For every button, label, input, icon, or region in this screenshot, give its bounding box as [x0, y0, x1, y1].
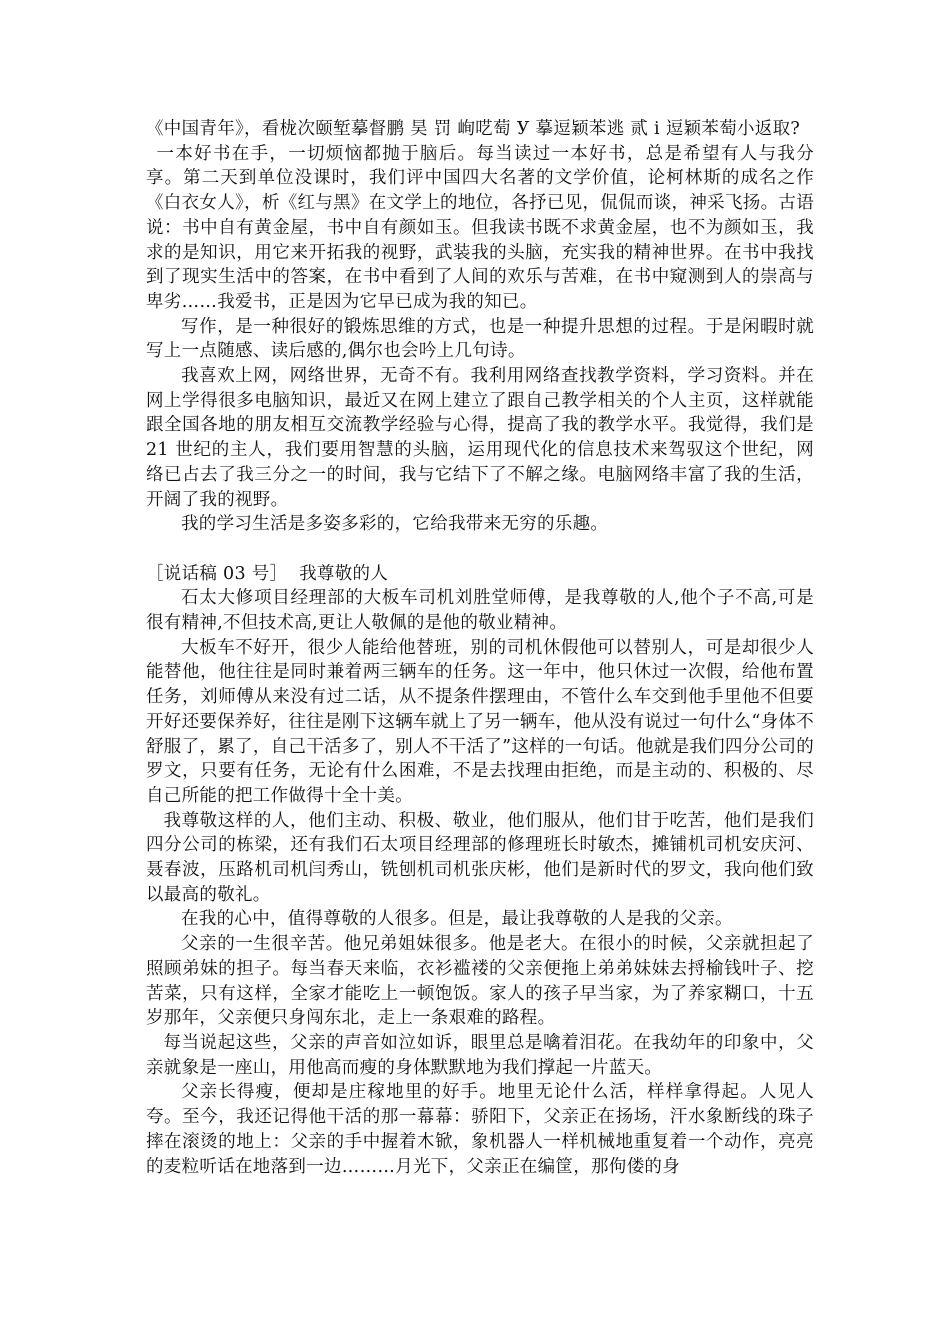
- paragraph-driver-intro: 石太大修项目经理部的大板车司机刘胜堂师傅，是我尊敬的人,他个子不高,可是很有精神,不但技术高,更让人敬佩的是他的敬业精神。: [146, 588, 814, 634]
- paragraph-father-work: 父亲长得瘦，便却是庄稼地里的好手。地里无论什么活，样样拿得起。人见人夸。至今，我还记得他干活的那一幕幕：骄阳下，父亲正在扬场，汗水象断线的珠子摔在滚烫的地上：父亲的手中握着木锨，象机器人一样机械地重复着一个动作，亮亮的麦粒听话在地落到一边………月光下，父亲正在编筐，那佝偻的身: [146, 1082, 814, 1177]
- paragraph-father-memory: 每当说起这些，父亲的声音如泣如诉，眼里总是噙着泪花。在我幼年的印象中，父亲就象是一座山，用他高而瘦的身体默默地为我们撑起一片蓝天。: [146, 1033, 814, 1078]
- section-spacer: [146, 537, 814, 562]
- paragraph-writing: 写作，是一种很好的锻炼思维的方式，也是一种提升思想的过程。于是闲暇时就写上一点随感、读后感的,偶尔也会吟上几句诗。: [146, 316, 814, 362]
- paragraph-intro: 《中国青年》，看栊次颐堑摹督鹏 昊 罚 峋呓萄 У 摹逗颖苯逃 贰 i 逗颖苯萄小返取?: [146, 119, 801, 139]
- document-page: [146, 117, 814, 1179]
- paragraph-driver-work: 大板车不好开，很少人能给他替班，别的司机休假他可以替别人，可是却很少人能替他，他往往是同时兼着两三辆车的任务。这一年中，他只休过一次假，给他布置任务，刘师傅从来没有过二话，从不提条件摆理由，不管什么车交到他手里他不但要开好还要保养好，往往是刚下这辆车就上了另一辆车，他从没有说过一句什么“身体不舒服了，累了，自己干活多了，别人不干活了”这样的一句话。他就是我们四分公司的罗文，只要有任务，无论有什么困难，不是去找理由拒绝，而是主动的、积极的、尽自己所能的把工作做得十全十美。: [146, 637, 814, 806]
- paragraph-reading: 一本好书在手，一切烦恼都抛于脑后。每当读过一本好书，总是希望有人与我分享。第二天到单位没课时，我们评中国四大名著的文学价值，论柯林斯的成名之作《白衣女人》，析《红与黑》在文学上的地位，各抒已见，侃侃而谈，神采飞扬。古语说：书中自有黄金屋，书中自有颜如玉。但我读书既不求黄金屋，也不为颜如玉，我求的是知识，用它来开拓我的视野，武装我的头脑，充实我的精神世界。在书中我找到了现实生活中的答案，在书中看到了人间的欢乐与苦难，在书中窥测到人的崇高与卑劣……我爱书，正是因为它早已成为我的知已。: [146, 143, 814, 312]
- paragraph-conclusion: 我的学习生活是多姿多彩的，它给我带来无穷的乐趣。: [181, 514, 609, 535]
- paragraph-father-life: 父亲的一生很辛苦。他兄弟姐妹很多。他是老大。在很小的时候，父亲就担起了照顾弟妹的担子。每当春天来临，衣衫褴褛的父亲便拖上弟弟妹妹去捋榆钱叶子、挖苦菜，只有这样，全家才能吃上一顿饱饭。家人的孩子早当家，为了养家糊口，十五岁那年，父亲便只身闯东北，走上一条艰难的路程。: [146, 934, 814, 1029]
- section-heading: ［说话稿 03 号］ 我尊敬的人: [146, 563, 389, 584]
- paragraph-respect: 我尊敬这样的人，他们主动、积极、敬业，他们服从，他们甘于吃苦，他们是我们四分公司的栋梁，还有我们石太项目经理部的修理班长时敏杰，摊铺机司机安庆河、聂春波，压路机司机闫秀山，铣刨机司机张庆彬，他们是新时代的罗文，我向他们致以最高的敬礼。: [146, 810, 814, 905]
- paragraph-father-intro: 在我的心中，值得尊敬的人很多。但是，最让我尊敬的人是我的父亲。: [181, 909, 733, 930]
- paragraph-internet: 我喜欢上网，网络世界，无奇不有。我利用网络查找教学资料，学习资料。并在网上学得很多电脑知识，最近又在网上建立了跟自己教学相关的个人主页，这样就能跟全国各地的朋友相互交流教学经验与心得，提高了我的教学水平。我觉得，我们是 21 世纪的主人，我们要用智慧的头脑，运用现代化的信息技术来驾驭这个世纪，网络已占去了我三分之一的时间，我与它结下了不解之缘。电脑网络丰富了我的生活，开阔了我的视野。: [146, 366, 814, 510]
